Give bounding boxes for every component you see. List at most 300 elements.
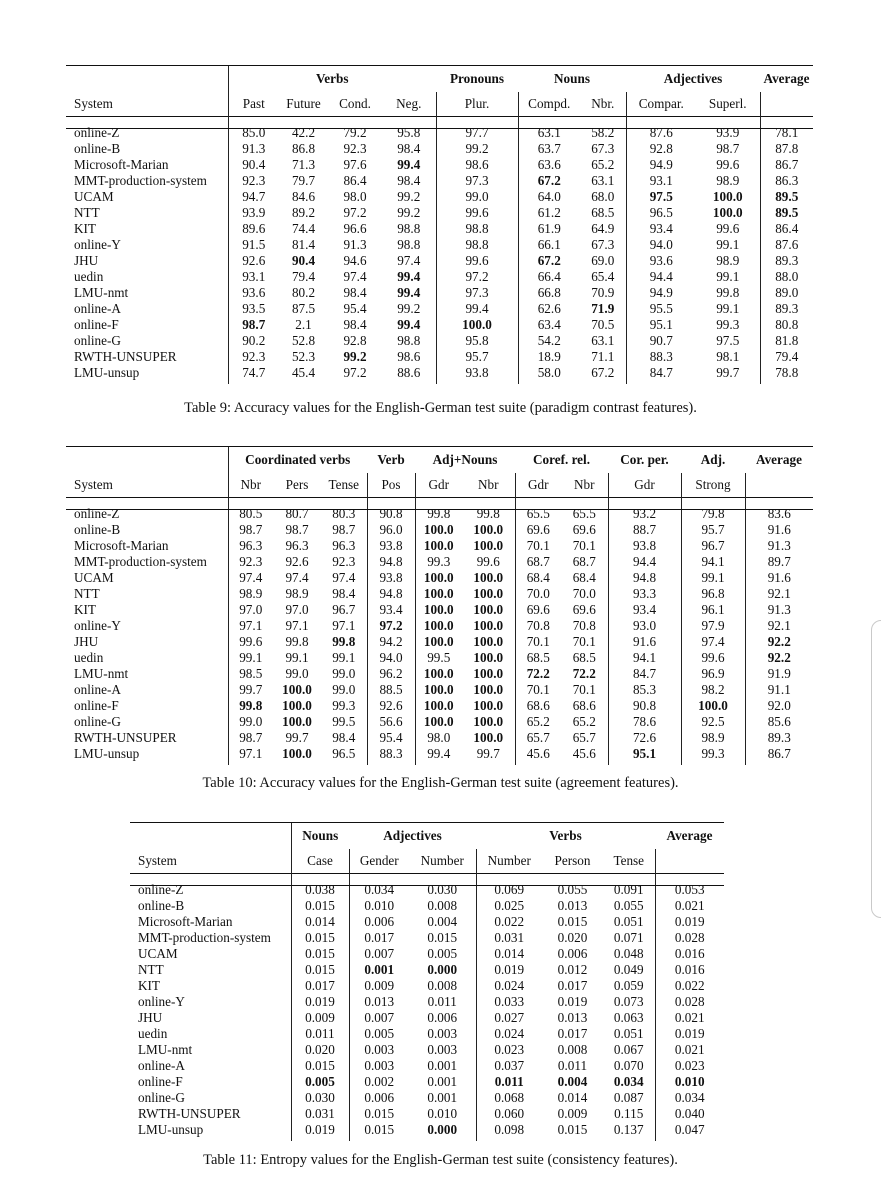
- table-cell: 99.2: [436, 141, 518, 157]
- table9-col-header: Neg.: [396, 96, 422, 111]
- system-name: online-B: [74, 522, 121, 537]
- table10-column-header: [66, 473, 813, 498]
- table10-col-header: Pos: [367, 473, 415, 498]
- table-cell: 98.7: [228, 317, 279, 333]
- table-cell: 100.0: [473, 538, 504, 553]
- table-row: [130, 1058, 724, 1074]
- table-row: [66, 301, 813, 317]
- table-cell: 97.4: [332, 570, 356, 585]
- table-cell: 78.6: [608, 714, 681, 730]
- table-cell: 100.0: [415, 682, 462, 698]
- table-cell: 86.3: [760, 173, 813, 189]
- table-cell: 96.7: [332, 602, 356, 617]
- table-cell: 99.3: [716, 317, 740, 332]
- table-cell: 0.003: [349, 1058, 409, 1074]
- table-cell: 99.8: [332, 634, 356, 649]
- system-name: MMT-production-system: [74, 554, 207, 569]
- system-name: LMU-unsup: [138, 1122, 204, 1137]
- table-cell: 100.0: [415, 698, 462, 714]
- table-cell: 92.8: [626, 141, 696, 157]
- table-cell: 92.3: [343, 141, 367, 156]
- table-cell: 93.1: [228, 269, 279, 285]
- table-cell: 94.9: [626, 157, 696, 173]
- table-cell: 63.4: [518, 317, 580, 333]
- table-cell: 0.017: [557, 978, 588, 993]
- table-cell: 63.1: [518, 117, 580, 142]
- table-cell: 100.0: [415, 522, 462, 538]
- table-cell: 65.2: [515, 714, 561, 730]
- table-cell: 0.068: [476, 1090, 542, 1106]
- table-cell: 92.1: [745, 586, 813, 602]
- table-cell: 99.0: [228, 714, 273, 730]
- table-cell: 0.017: [349, 930, 409, 946]
- table-cell: 99.8: [462, 498, 515, 523]
- t11-bottom-rule: [130, 885, 724, 886]
- table-cell: 68.7: [572, 554, 596, 569]
- table-cell: 0.025: [476, 898, 542, 914]
- table-cell: 96.1: [681, 602, 745, 618]
- table-cell: 96.9: [681, 666, 745, 682]
- table-cell: 0.019: [291, 1122, 349, 1141]
- table-cell: 95.8: [436, 333, 518, 349]
- table9-group-pronouns: Pronouns: [450, 71, 504, 86]
- table-cell: 97.2: [436, 269, 518, 285]
- table-cell: 94.8: [367, 554, 415, 570]
- table-cell: 98.8: [397, 237, 421, 252]
- table9-group-header: [66, 66, 813, 92]
- system-name: LMU-nmt: [138, 1042, 193, 1057]
- table-cell: 0.008: [427, 898, 458, 913]
- table-cell: 94.4: [626, 269, 696, 285]
- table-row: [66, 221, 813, 237]
- table-cell: 100.0: [473, 618, 504, 633]
- table-cell: 92.0: [745, 698, 813, 714]
- table-cell: 45.6: [572, 746, 596, 761]
- table-cell: 98.8: [436, 221, 518, 237]
- table-cell: 83.6: [745, 498, 813, 523]
- table-cell: 0.000: [427, 1122, 458, 1137]
- table-cell: 98.4: [397, 141, 421, 156]
- table-cell: 65.7: [572, 730, 596, 745]
- table-cell: 0.015: [291, 1058, 349, 1074]
- table-cell: 66.4: [518, 269, 580, 285]
- system-name: JHU: [138, 1010, 163, 1025]
- table-cell: 2.1: [295, 317, 312, 332]
- table-cell: 99.7: [716, 365, 740, 380]
- table-cell: 67.3: [591, 237, 615, 252]
- table-cell: 99.3: [332, 698, 356, 713]
- table-cell: 100.0: [473, 602, 504, 617]
- table10-group-adj-nouns: Adj+Nouns: [432, 452, 498, 467]
- table-row: [66, 730, 813, 746]
- table-cell: 99.0: [332, 666, 356, 681]
- table-cell: 65.7: [515, 730, 561, 746]
- table-cell: 98.8: [436, 237, 518, 253]
- table-cell: 0.003: [427, 1042, 458, 1057]
- table-cell: 89.3: [745, 730, 813, 746]
- table-cell: 0.030: [291, 1090, 349, 1106]
- table-cell: 88.5: [367, 682, 415, 698]
- table-cell: 0.011: [557, 1058, 588, 1073]
- table-cell: 0.055: [542, 874, 603, 899]
- system-name: UCAM: [74, 570, 114, 585]
- table-cell: 0.022: [655, 978, 724, 994]
- table-cell: 100.0: [473, 730, 504, 745]
- table-cell: 98.8: [397, 221, 421, 236]
- table-cell: 92.5: [681, 714, 745, 730]
- table-cell: 96.3: [285, 538, 309, 553]
- system-name: RWTH-UNSUPER: [74, 349, 177, 364]
- system-name: uedin: [74, 650, 104, 665]
- table-cell: 99.6: [716, 157, 740, 172]
- table-cell: 70.0: [572, 586, 596, 601]
- table-cell: 68.7: [515, 554, 561, 570]
- table-cell: 97.0: [228, 602, 273, 618]
- system-name: online-Y: [74, 618, 121, 633]
- system-name: MMT-production-system: [74, 173, 207, 188]
- table-cell: 0.000: [427, 962, 458, 977]
- system-name: online-G: [138, 1090, 185, 1105]
- table-cell: 93.9: [228, 205, 279, 221]
- table-cell: 90.8: [608, 698, 681, 714]
- table-row: [66, 157, 813, 173]
- system-name: uedin: [138, 1026, 168, 1041]
- table-cell: 61.2: [518, 205, 580, 221]
- table-cell: 100.0: [473, 650, 504, 665]
- table-cell: 100.0: [282, 698, 312, 713]
- table-cell: 0.069: [476, 874, 542, 899]
- table9-group-adjectives: Adjectives: [663, 71, 723, 86]
- table11-col-header: [655, 849, 724, 874]
- table-cell: 98.7: [716, 141, 740, 156]
- table-cell: 97.2: [367, 618, 415, 634]
- table-cell: 67.3: [591, 141, 615, 156]
- table-cell: 97.1: [228, 746, 273, 765]
- table-cell: 70.8: [515, 618, 561, 634]
- table-cell: 94.0: [367, 650, 415, 666]
- table-cell: 93.8: [367, 538, 415, 554]
- table-cell: 0.019: [655, 914, 724, 930]
- system-name: online-Z: [66, 498, 228, 523]
- table11-col-header: Tense: [613, 853, 645, 868]
- table-cell: 99.4: [397, 269, 421, 284]
- table-cell: 0.055: [613, 898, 644, 913]
- table-cell: 94.8: [367, 586, 415, 602]
- table-cell: 70.1: [572, 538, 596, 553]
- table-cell: 0.017: [291, 978, 349, 994]
- table-cell: 91.1: [745, 682, 813, 698]
- table-cell: 93.8: [367, 570, 415, 586]
- table-cell: 61.9: [518, 221, 580, 237]
- table-cell: 70.5: [591, 317, 615, 332]
- table-cell: 0.033: [476, 994, 542, 1010]
- table-cell: 0.016: [655, 946, 724, 962]
- table-cell: 0.015: [291, 898, 349, 914]
- table-cell: 0.023: [655, 1058, 724, 1074]
- table-cell: 84.7: [608, 666, 681, 682]
- table-cell: 70.1: [572, 634, 596, 649]
- table-cell: 65.5: [515, 498, 561, 523]
- table-cell: 100.0: [473, 682, 504, 697]
- table-cell: 0.049: [613, 962, 644, 977]
- table-cell: 65.5: [561, 498, 608, 523]
- table-cell: 65.2: [591, 157, 615, 172]
- table-cell: 98.7: [228, 730, 273, 746]
- table-cell: 100.0: [712, 205, 743, 220]
- table-cell: 0.016: [655, 962, 724, 978]
- table-cell: 0.007: [349, 1010, 409, 1026]
- table-row: [130, 1074, 724, 1090]
- system-name: KIT: [138, 978, 160, 993]
- table-cell: 98.7: [285, 522, 309, 537]
- system-name: online-Y: [138, 994, 185, 1009]
- table-row: [66, 586, 813, 602]
- table-cell: 97.7: [436, 117, 518, 142]
- table-cell: 98.5: [228, 666, 273, 682]
- system-name: Microsoft-Marian: [74, 157, 169, 172]
- table-cell: 0.070: [613, 1058, 644, 1073]
- table-cell: 98.8: [397, 333, 421, 348]
- table-cell: 0.006: [349, 1090, 409, 1106]
- table-cell: 85.6: [745, 714, 813, 730]
- table11-group-verbs: Verbs: [549, 828, 582, 843]
- table-cell: 96.2: [367, 666, 415, 682]
- table-cell: 98.0: [415, 730, 462, 746]
- table-row: [66, 269, 813, 285]
- table10-body: [66, 498, 813, 766]
- table-cell: 67.2: [518, 253, 580, 269]
- table-cell: 68.0: [591, 189, 615, 204]
- system-name: NTT: [74, 205, 100, 220]
- table-cell: 89.5: [760, 189, 813, 205]
- table-cell: 0.008: [427, 978, 458, 993]
- table-cell: 0.023: [476, 1042, 542, 1058]
- system-name: LMU-nmt: [74, 666, 129, 681]
- table-row: [66, 522, 813, 538]
- table-row: [66, 698, 813, 714]
- table-cell: 93.4: [608, 602, 681, 618]
- system-name: MMT-production-system: [138, 930, 271, 945]
- table-cell: 98.1: [716, 349, 740, 364]
- table-cell: 89.7: [745, 554, 813, 570]
- table-cell: 62.6: [518, 301, 580, 317]
- table-cell: 98.9: [716, 253, 740, 268]
- table-row: [66, 205, 813, 221]
- table11-caption: Table 11: Entropy values for the English-German test suite (consistency features).: [203, 1152, 678, 1168]
- table-cell: 98.4: [343, 317, 367, 332]
- table-cell: 99.6: [476, 554, 500, 569]
- table-cell: 99.6: [681, 650, 745, 666]
- table-cell: 99.4: [397, 285, 421, 300]
- table-cell: 98.7: [332, 522, 356, 537]
- table-cell: 71.9: [591, 301, 615, 316]
- table-cell: 0.007: [349, 946, 409, 962]
- table-cell: 72.2: [572, 666, 596, 681]
- table-cell: 0.010: [349, 898, 409, 914]
- table-cell: 92.6: [285, 554, 309, 569]
- system-name: KIT: [74, 221, 96, 236]
- table-cell: 99.4: [397, 157, 421, 172]
- table-cell: 86.7: [745, 746, 813, 765]
- table-cell: 0.009: [557, 1106, 588, 1121]
- table-cell: 97.6: [343, 157, 367, 172]
- table-cell: 71.3: [291, 157, 316, 172]
- table-cell: 0.002: [349, 1074, 409, 1090]
- system-name: online-Y: [74, 237, 121, 252]
- table-cell: 99.8: [228, 698, 273, 714]
- table-cell: 92.3: [332, 554, 356, 569]
- table-cell: 81.4: [291, 237, 316, 252]
- table-cell: 99.8: [716, 285, 740, 300]
- table-cell: 0.019: [291, 994, 349, 1010]
- table-cell: 97.4: [285, 570, 309, 585]
- table-row: [66, 746, 813, 765]
- table-cell: 0.013: [349, 994, 409, 1010]
- table-cell: 93.6: [228, 285, 279, 301]
- table-cell: 0.003: [427, 1026, 458, 1041]
- table-cell: 79.7: [291, 173, 316, 188]
- table-cell: 0.015: [349, 1122, 409, 1141]
- table-cell: 95.7: [436, 349, 518, 365]
- table-cell: 88.6: [397, 365, 421, 380]
- table-cell: 98.9: [228, 586, 273, 602]
- table-cell: 96.8: [681, 586, 745, 602]
- table-cell: 72.6: [608, 730, 681, 746]
- table-cell: 97.4: [343, 269, 367, 284]
- table-cell: 99.6: [228, 634, 273, 650]
- table-cell: 0.004: [427, 914, 458, 929]
- table-row: [66, 173, 813, 189]
- table-cell: 0.022: [476, 914, 542, 930]
- table10-group-system: [66, 447, 228, 473]
- table-cell: 67.2: [518, 173, 580, 189]
- table-cell: 98.0: [343, 189, 367, 204]
- table-cell: 100.0: [473, 586, 504, 601]
- table-cell: 98.9: [716, 173, 740, 188]
- table-cell: 89.3: [760, 253, 813, 269]
- table-cell: 0.060: [476, 1106, 542, 1122]
- system-name: online-A: [74, 301, 121, 316]
- table-cell: 0.005: [349, 1026, 409, 1042]
- table-cell: 0.015: [291, 930, 349, 946]
- table-cell: 0.006: [557, 946, 588, 961]
- table-row: [66, 333, 813, 349]
- table-cell: 100.0: [473, 634, 504, 649]
- table-cell: 93.0: [608, 618, 681, 634]
- table-cell: 100.0: [282, 682, 312, 697]
- table-row: [130, 1122, 724, 1141]
- table11-group-header: [130, 823, 724, 849]
- table9-column-header: [66, 92, 813, 117]
- table-cell: 99.0: [436, 189, 518, 205]
- table-cell: 91.5: [228, 237, 279, 253]
- table-cell: 92.6: [228, 253, 279, 269]
- table9-col-header: Cond.: [339, 96, 371, 111]
- table-cell: 98.2: [681, 682, 745, 698]
- table-row: [66, 602, 813, 618]
- table-cell: 94.7: [228, 189, 279, 205]
- table-cell: 99.0: [332, 682, 356, 697]
- table-cell: 100.0: [415, 714, 462, 730]
- table-cell: 99.0: [285, 666, 309, 681]
- table10-col-header: Gdr: [515, 473, 561, 498]
- table10-col-header: Nbr: [573, 477, 595, 492]
- table-cell: 91.3: [343, 237, 367, 252]
- table-cell: 42.2: [279, 117, 328, 142]
- table11-group-system: [130, 823, 291, 849]
- table-cell: 0.031: [476, 930, 542, 946]
- table10-col-header: Gdr: [608, 473, 681, 498]
- table-cell: 91.9: [745, 666, 813, 682]
- table-cell: 58.2: [580, 117, 626, 142]
- table-cell: 99.1: [285, 650, 309, 665]
- table-cell: 65.2: [572, 714, 596, 729]
- table-cell: 100.0: [473, 666, 504, 681]
- table-cell: 89.5: [760, 205, 813, 221]
- system-name: LMU-unsup: [74, 746, 140, 761]
- scrollbar-handle[interactable]: [871, 620, 881, 918]
- table-row: [130, 1010, 724, 1026]
- system-name: online-F: [74, 698, 119, 713]
- table11-group-average: Average: [666, 828, 713, 843]
- table-cell: 97.4: [228, 570, 273, 586]
- table-cell: 99.7: [476, 746, 500, 761]
- table-cell: 100.0: [473, 570, 504, 585]
- table-cell: 0.034: [349, 874, 409, 899]
- table-cell: 66.8: [518, 285, 580, 301]
- table-cell: 65.4: [591, 269, 615, 284]
- table-cell: 99.4: [415, 746, 462, 765]
- table-cell: 100.0: [415, 618, 462, 634]
- table-cell: 74.7: [228, 365, 279, 384]
- table-cell: 0.014: [291, 914, 349, 930]
- table-cell: 99.1: [681, 570, 745, 586]
- table-cell: 99.5: [415, 650, 462, 666]
- table-cell: 99.6: [716, 221, 740, 236]
- table-cell: 84.6: [291, 189, 316, 204]
- table-row: [66, 141, 813, 157]
- table-cell: 92.6: [367, 698, 415, 714]
- table-cell: 79.4: [291, 269, 316, 284]
- table-cell: 85.3: [608, 682, 681, 698]
- table-row: [130, 914, 724, 930]
- table-cell: 93.4: [367, 602, 415, 618]
- table-cell: 0.091: [603, 874, 655, 899]
- table-cell: 0.014: [476, 946, 542, 962]
- table-cell: 94.8: [608, 570, 681, 586]
- table-cell: 95.5: [626, 301, 696, 317]
- table-cell: 92.8: [343, 333, 367, 348]
- table-cell: 97.3: [436, 285, 518, 301]
- table-cell: 99.2: [343, 349, 367, 364]
- table-cell: 98.4: [332, 730, 356, 745]
- table-cell: 0.009: [349, 978, 409, 994]
- table-cell: 80.3: [321, 498, 367, 523]
- table-cell: 0.021: [655, 1042, 724, 1058]
- table9-caption: Table 9: Accuracy values for the English-German test suite (paradigm contrast features).: [184, 400, 697, 416]
- table-cell: 99.6: [436, 205, 518, 221]
- table-row: [130, 946, 724, 962]
- table-cell: 97.2: [343, 205, 367, 220]
- table-cell: 0.034: [613, 1074, 644, 1089]
- table-cell: 97.2: [343, 365, 367, 380]
- table9-group-verbs: Verbs: [228, 66, 436, 92]
- table-cell: 63.1: [591, 173, 615, 188]
- table-row: [130, 930, 724, 946]
- table-cell: 0.006: [427, 1010, 458, 1025]
- table-row: [66, 618, 813, 634]
- table-cell: 89.0: [760, 285, 813, 301]
